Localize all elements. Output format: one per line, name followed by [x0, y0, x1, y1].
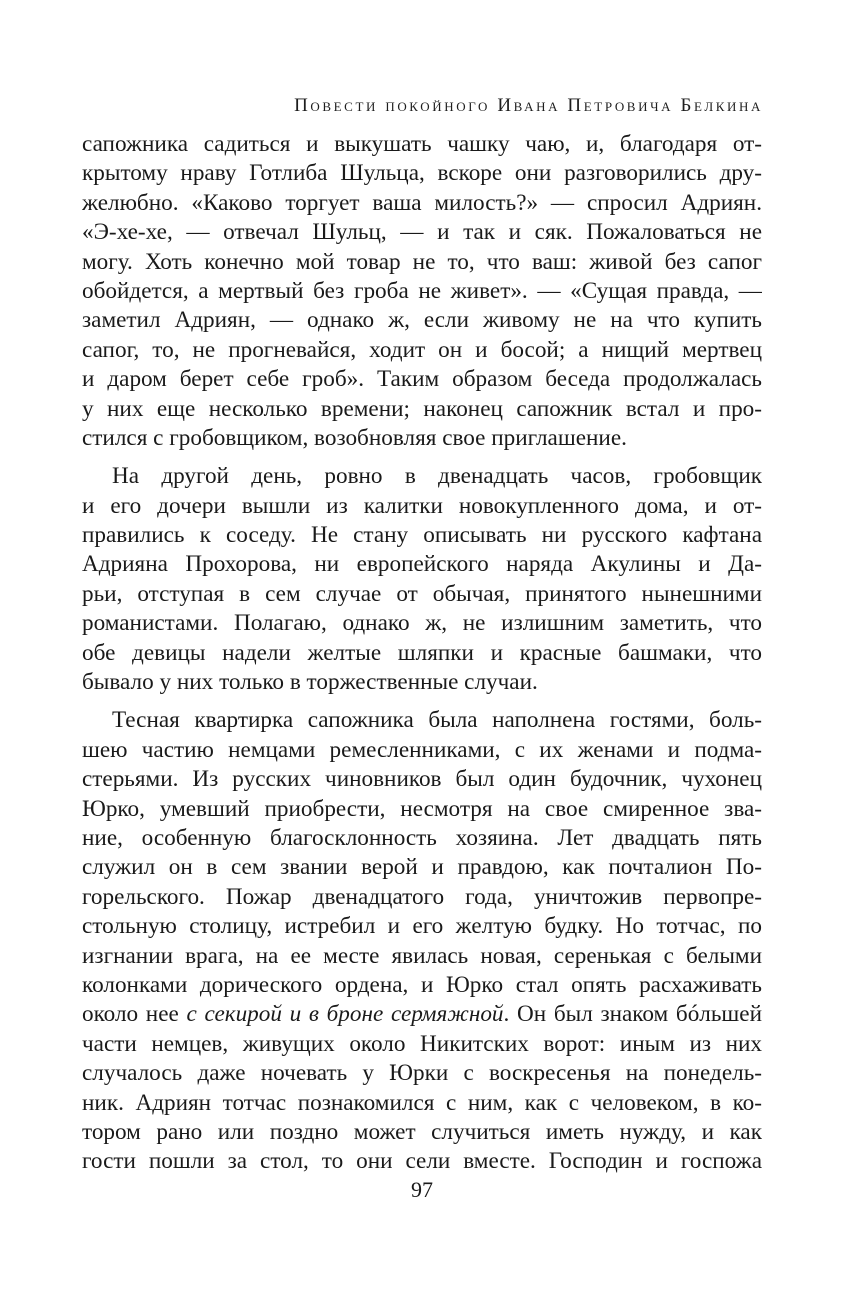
text-line: Тесная квартирка сапожника была наполнена гостями, боль- — [112, 707, 762, 734]
text-line: правились к соседу. Не стану описывать ни русского кафтана — [82, 522, 762, 549]
text-line-with-italic — [82, 1000, 762, 1029]
paragraph — [82, 462, 762, 697]
body-text — [82, 130, 762, 1177]
text-line: сапожника садиться и выкушать чашку чаю, и, благодаря от- — [82, 131, 762, 157]
text-line: колонками дорического ордена, и Юрко стал опять расхаживать — [82, 971, 762, 998]
text-line: бывало у них только в торжественные случаи. — [82, 669, 538, 696]
text-line: тором рано или поздно может случиться иметь нужду, и как — [82, 1118, 762, 1145]
text-line: романистами. Полагаю, однако ж, не излишним заметить, что — [82, 610, 762, 637]
text-line: случалось даже ночевать у Юрки с воскресенья на понедель- — [82, 1060, 762, 1087]
page-number: 97 — [411, 1177, 433, 1202]
text-line: ник. Адриян тотчас познакомился с ним, как с человеком, в ко- — [82, 1089, 762, 1116]
text-line: стольную столицу, истребил и его желтую будку. Но тотчас, по — [82, 913, 762, 940]
text-line: На другой день, ровно в двенадцать часов, гробовщик — [112, 463, 762, 490]
italic-quote: с секирой и в броне сермяжной — [186, 1001, 504, 1028]
text-line: желюбно. «Каково торгует ваша милость?» — спросил Адриян. — [82, 189, 762, 216]
text-line: шею частию немцами ремесленниками, с их женами и подма- — [82, 736, 762, 763]
text-line: Юрко, умевший приобрести, несмотря на свое смиренное зва- — [82, 795, 762, 822]
text-line: сапог, то, не прогневайся, ходит он и босой; а нищий мертвец — [82, 336, 762, 363]
text-run: около нее — [82, 1001, 187, 1028]
paragraph-gap — [82, 453, 762, 462]
text-line: гости пошли за стол, то они сели вместе. Господин и госпожа — [82, 1148, 762, 1175]
paragraph-gap — [82, 697, 762, 706]
text-line: стился с гробовщиком, возобновляя свое приглашение. — [82, 424, 627, 451]
text-line: и его дочери вышли из калитки новокупленного дома, и от- — [82, 492, 762, 519]
text-line: могу. Хоть конечно мой товар не то, что ваш: живой без сапог — [82, 248, 762, 275]
text-line: части немцев, живущих около Никитских ворот: иным из них — [82, 1030, 762, 1057]
text-line: рьи, отступая в сем случае от обычая, принятого нынешними — [82, 580, 762, 607]
text-line: обойдется, а мертвый без гроба не живет». — «Сущая правда, — — [82, 277, 762, 304]
paragraph — [82, 706, 762, 1176]
text-line: у них еще несколько времени; наконец сапожник встал и про- — [82, 395, 762, 422]
text-line: обе девицы надели желтые шляпки и красные башмаки, что — [82, 639, 762, 666]
text-line: «Э-хе-хе, — отвечал Шульц, — и так и сяк. Пожаловаться не — [82, 219, 762, 246]
text-line: служил он в сем звании верой и правдою, как почталион По- — [82, 854, 762, 881]
text-line: заметил Адриян, — однако ж, если живому не на что купить — [82, 307, 762, 334]
text-run: . Он был знаком бóльшей — [503, 1001, 762, 1028]
text-line: горельского. Пожар двенадцатого года, уничтожив первопре- — [82, 883, 762, 910]
running-head: Повести покойного Ивана Петровича Белкина — [294, 95, 763, 116]
text-line: Адрияна Прохорова, ни европейского наряда Акулины и Да- — [82, 551, 762, 578]
paragraph — [82, 130, 762, 453]
text-line: и даром берет себе гроб». Таким образом беседа продолжалась — [82, 366, 762, 393]
text-line: стерьями. Из русских чиновников был один будочник, чухонец — [82, 766, 762, 793]
text-line: крытому нраву Готлиба Шульца, вскоре они разговорились дру- — [82, 160, 762, 187]
text-line: ние, особенную благосклонность хозяина. Лет двадцать пять — [82, 824, 762, 851]
text-line: изгнании врага, на ее месте явилась новая, серенькая с белыми — [82, 942, 762, 969]
